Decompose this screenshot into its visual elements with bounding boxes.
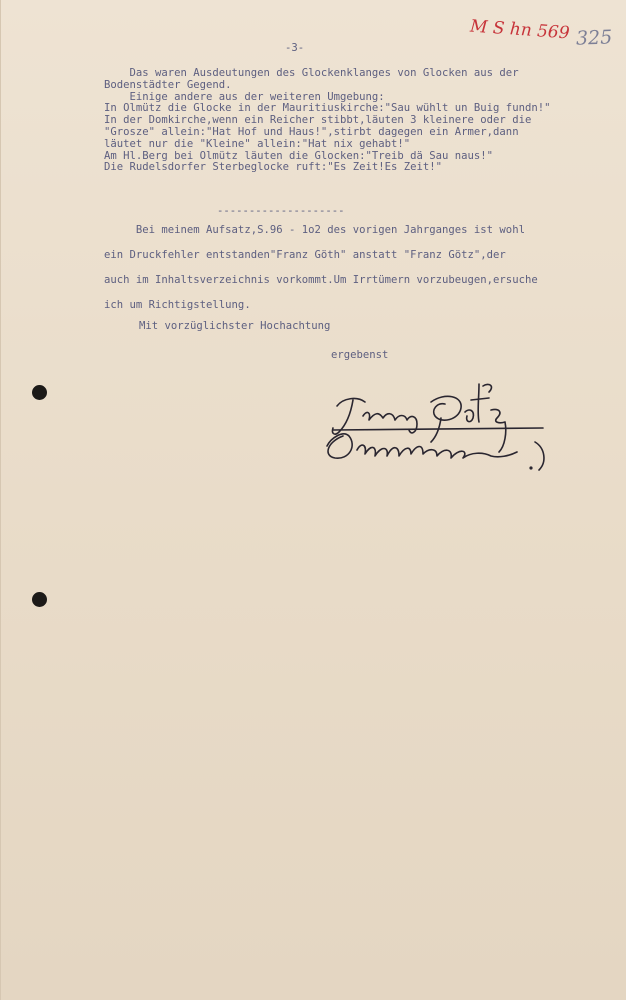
text-line: In der Domkirche,wenn ein Reicher stibbt,läuten 3 kleinere oder die — [104, 114, 532, 127]
correction-request-paragraph — [104, 225, 538, 325]
text-line: Die Rudelsdorfer Sterbeglocke ruft:"Es Zeit!Es Zeit!" — [104, 161, 443, 174]
punch-hole-bottom — [32, 592, 47, 607]
closing-phrase: Mit vorzüglichster Hochachtung — [139, 320, 331, 332]
archive-signature-mark: M S hn 569 — [469, 16, 571, 44]
text-line: Das waren Ausdeutungen des Glockenklanges von Glocken aus der — [104, 67, 519, 79]
section-divider: -------------------- — [217, 205, 345, 217]
bell-interpretations-paragraph — [104, 68, 550, 174]
page-number: -3- — [285, 42, 305, 54]
text-line: Am Hl.Berg bei Olmütz läuten die Glocken:"Treib dä Sau naus!" — [104, 149, 494, 162]
handwritten-signature — [313, 372, 573, 482]
text-line: ich um Richtigstellung. — [104, 299, 251, 311]
text-line: auch im Inhaltsverzeichnis vorkommt.Um Irrtümern vorzubeugen,ersuche — [104, 274, 538, 286]
punch-hole-top — [32, 385, 47, 400]
text-line: "Grosze" allein:"Hat Hof und Haus!",stirbt dagegen ein Armer,dann — [104, 125, 519, 138]
text-line: Bodenstädter Gegend. — [104, 78, 232, 91]
archive-folio-number: 325 — [575, 26, 613, 50]
text-line: Bei meinem Aufsatz,S.96 - 1o2 des vorigen Jahrganges ist wohl — [104, 224, 525, 236]
text-line: ein Druckfehler entstanden"Franz Göth" anstatt "Franz Götz",der — [104, 249, 506, 261]
text-line: läutet nur die "Kleine" allein:"Hat nix gehabt!" — [104, 137, 411, 150]
regards-phrase: ergebenst — [331, 349, 389, 361]
text-line: Einige andere aus der weiteren Umgebung: — [104, 90, 385, 103]
text-line: In Olmütz die Glocke in der Mauritiuskirche:"Sau wühlt un Buig fundn!" — [104, 102, 551, 115]
